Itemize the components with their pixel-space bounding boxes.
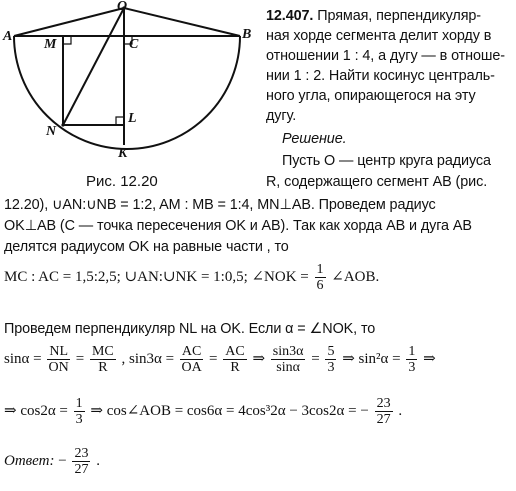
problem-number: 12.407. [266, 8, 314, 24]
answer [4, 446, 100, 477]
fraction [223, 344, 246, 375]
denominator: 27 [376, 412, 391, 427]
denominator: 3 [75, 412, 83, 427]
eq-text: ⇒ [252, 350, 266, 367]
fraction [47, 344, 70, 375]
eq-text: ⇒ cos∠AOB = cos6α = 4cos³2α − 3cos2α = − [90, 402, 369, 419]
denominator: OA [181, 360, 202, 375]
fraction [375, 396, 393, 427]
numerator: 23 [376, 396, 391, 411]
eq1-text: MC : AC = 1,5:2,5; ∪AN:∪NK = 1:0,5; ∠NOK = [4, 268, 309, 285]
denominator: 6 [316, 278, 324, 293]
eq-text: ⇒ [423, 350, 436, 367]
numerator: 23 [74, 446, 89, 461]
numerator: MC [91, 344, 114, 359]
eq-text: = [209, 350, 218, 367]
label-m: M [44, 37, 57, 52]
label-k: K [118, 146, 128, 161]
equation-1 [4, 262, 379, 293]
eq-text: ⇒ sin²α = [342, 350, 401, 367]
fraction [74, 396, 85, 427]
denominator: ON [48, 360, 69, 375]
eq1-text-end: ∠AOB. [331, 268, 380, 285]
solution-line-2: R, содержащего сегмент AB (рис. [266, 174, 488, 190]
denominator: R [98, 360, 108, 375]
label-l: L [128, 111, 137, 126]
label-n: N [46, 124, 57, 139]
eq-text: = [75, 350, 85, 367]
solution-line-1: Пусть O — центр круга радиуса [282, 153, 491, 169]
point-dot [61, 123, 64, 126]
label-c: C [129, 37, 139, 52]
eq-text: sinα = [4, 350, 42, 367]
eq-text: . [398, 402, 403, 419]
eq-text: , sin3α = [121, 350, 175, 367]
problem-line-6: дугу. [266, 108, 297, 124]
numerator: 5 [327, 344, 335, 359]
label-o: O [117, 0, 128, 14]
answer-end: . [96, 452, 100, 469]
figure-caption: Рис. 12.20 [86, 173, 158, 190]
problem-line-4: нии 1 : 2. Найти косинус централь- [266, 68, 495, 84]
fraction [72, 446, 90, 477]
problem-text: Прямая, перпендикуляр- [317, 8, 481, 24]
denominator: R [230, 360, 240, 375]
answer-sign: − [58, 452, 67, 469]
denominator: sinα [276, 360, 300, 375]
numerator: NL [49, 344, 68, 359]
answer-label: Ответ: [4, 452, 55, 469]
radius-oa [14, 8, 124, 36]
numerator: sin3α [272, 344, 304, 359]
solution-line-5: делятся радиусом OK на равные части , то [4, 239, 289, 255]
label-b: B [242, 27, 252, 42]
numerator: AC [225, 344, 245, 359]
denominator: 27 [74, 462, 89, 477]
numerator: AC [181, 344, 202, 359]
problem-line-1 [266, 6, 481, 26]
label-a: A [3, 29, 13, 44]
problem-line-3: отношении 1 : 4, а дугу — в отноше- [266, 48, 505, 64]
solution-line-4: OK⊥AB (C — точка пересечения OK и AB). Так как хорда AB и дуга AB [4, 218, 472, 234]
fraction [90, 344, 116, 375]
problem-line-5: ного угла, опирающегося на эту [266, 88, 476, 104]
equation-2 [4, 344, 436, 375]
solution-line-3: 12.20), ∪AN:∪NB = 1:2, AM : MB = 1:4, MN⊥AB. Проведем радиус [4, 197, 436, 213]
right-angle-l [116, 117, 124, 125]
eq-text: ⇒ cos2α = [4, 402, 68, 419]
fraction [180, 344, 203, 375]
fraction [406, 344, 417, 375]
numerator: 1 [75, 396, 83, 411]
fraction [315, 262, 326, 293]
solution-line-perp: Проведем перпендикуляр NL на OK. Если α = ∠NOK, то [4, 321, 376, 337]
fraction [271, 344, 306, 375]
problem-line-2: ная хорде сегмента делит хорду в [266, 28, 492, 44]
radius-on [63, 8, 124, 125]
radius-ob [124, 8, 240, 36]
geometry-figure [0, 0, 262, 175]
equation-3 [4, 396, 402, 427]
solution-heading: Решение. [282, 131, 347, 147]
numerator: 1 [316, 262, 324, 277]
numerator: 1 [408, 344, 416, 359]
eq-text: = [311, 350, 320, 367]
fraction [325, 344, 336, 375]
denominator: 3 [327, 360, 335, 375]
right-angle-m [63, 36, 71, 44]
denominator: 3 [408, 360, 416, 375]
